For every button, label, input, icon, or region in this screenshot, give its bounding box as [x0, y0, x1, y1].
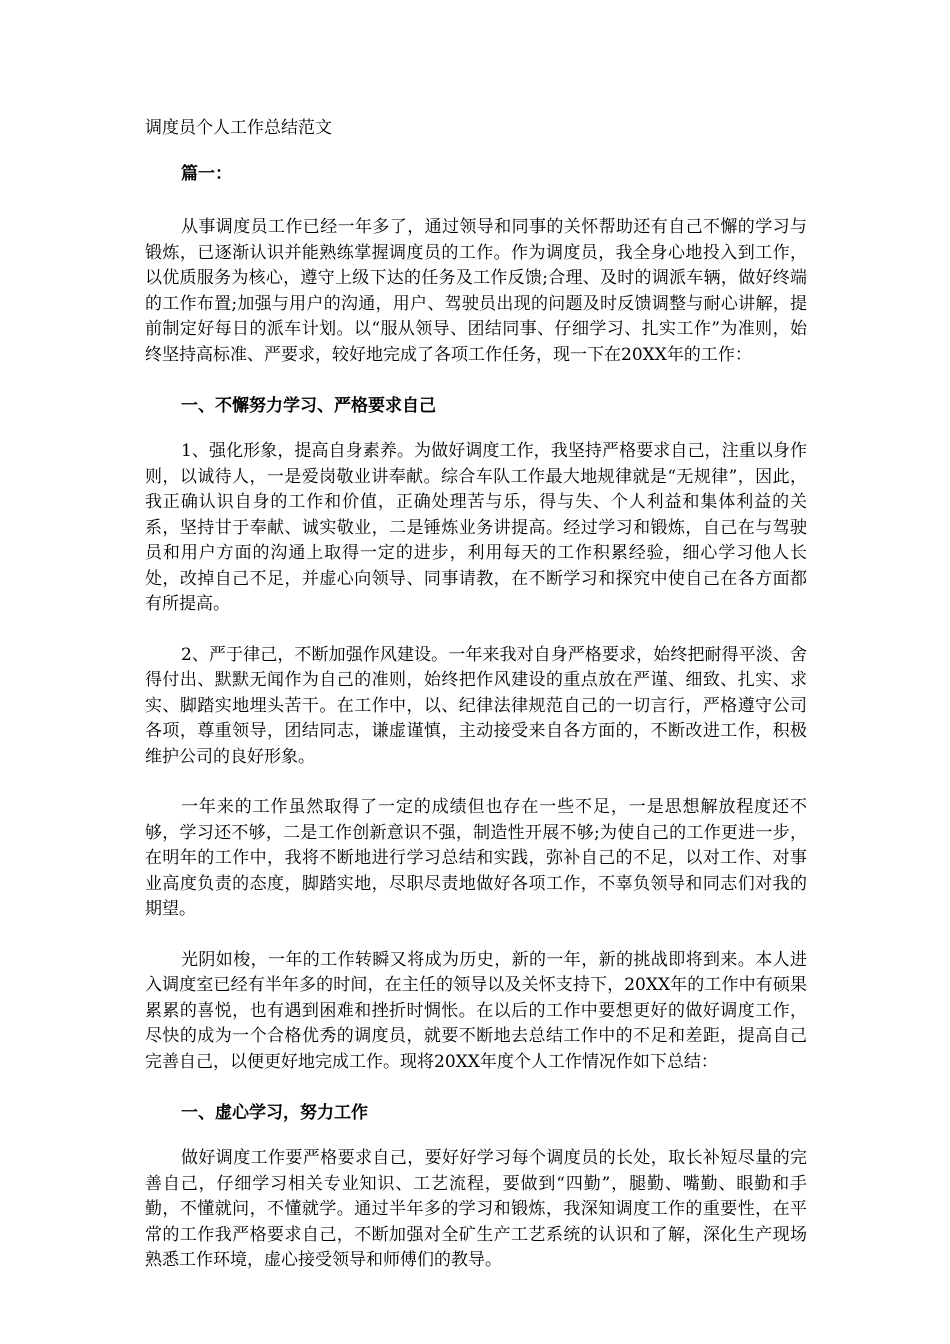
intro-paragraph: 从事调度员工作已经一年多了，通过领导和同事的关怀帮助还有自己不懈的学习与锻炼，已逐渐认识并能熟练掌握调度员的工作。作为调度员，我全身心地投入到工作，以优质服务为核心，遵守上级下达的任务及工作反馈;合理、及时的调派车辆，做好终端的工作布置;加强与用户的沟通，用户、驾驶员出现的问题及时反馈调整与耐心讲解，提前制定好每日的派车计划。以“服从领导、团结同事、仔细学习、扎实工作”为准则，始终坚持高标准、严要求，较好地完成了各项工作任务，现一下在20XX年的工作： [145, 217, 807, 365]
paragraph-5: 做好调度工作要严格要求自己，要好好学习每个调度员的长处，取长补短尽量的完善自己，仔细学习相关专业知识、工艺流程，要做到“四勤”，腿勤、嘴勤、眼勤和手勤，不懂就问，不懂就学。通过半年多的学习和锻炼，我深知调度工作的重要性，在平常的工作我严格要求自己，不断加强对全矿生产工艺系统的认识和了解，深化生产现场熟悉工作环境，虚心接受领导和师傅们的教导。 [145, 1148, 807, 1270]
heading-1: 一、不懈努力学习、严格要求自己 [181, 396, 436, 416]
paragraph-1: 1、强化形象，提高自身素养。为做好调度工作，我坚持严格要求自己，注重以身作则，以诚待人，一是爱岗敬业讲奉献。综合车队工作最大地规律就是“无规律”，因此，我正确认识自身的工作和价值，正确处理苦与乐，得与失、个人利益和集体利益的关系，坚持甘于奉献、诚实敬业，二是锤炼业务讲提高。经过学习和锻炼，自己在与驾驶员和用户方面的沟通上取得一定的进步，利用每天的工作积累经验，细心学习他人长处，改掉自己不足，并虚心向领导、同事请教，在不断学习和探究中使自己在各方面都有所提高。 [145, 441, 807, 614]
heading-2: 一、虚心学习，努力工作 [181, 1103, 368, 1123]
section-label: 篇一： [181, 164, 232, 184]
paragraph-4: 光阴如梭，一年的工作转瞬又将成为历史，新的一年，新的挑战即将到来。本人进入调度室已经有半年多的时间，在主任的领导以及关怀支持下，20XX年的工作中有硕果累累的喜悦，也有遇到困难和挫折时惆怅。在以后的工作中要想更好的做好调度工作，尽快的成为一个合格优秀的调度员，就要不断地去总结工作中的不足和差距，提高自己完善自己，以便更好地完成工作。现将20XX年度个人工作情况作如下总结： [145, 949, 807, 1072]
paragraph-3: 一年来的工作虽然取得了一定的成绩但也存在一些不足，一是思想解放程度还不够，学习还不够，二是工作创新意识不强，制造性开展不够;为使自己的工作更进一步，在明年的工作中，我将不断地进行学习总结和实践，弥补自己的不足，以对工作、对事业高度负责的态度，脚踏实地，尽职尽责地做好各项工作，不辜负领导和同志们对我的期望。 [145, 797, 807, 919]
document-page [145, 115, 807, 1299]
paragraph-2: 2、严于律己，不断加强作风建设。一年来我对自身严格要求，始终把耐得平淡、舍得付出、默默无闻作为自己的准则，始终把作风建设的重点放在严谨、细致、扎实、求实、脚踏实地埋头苦干。在工作中，以、纪律法律规范自己的一切言行，严格遵守公司各项，尊重领导，团结同志，谦虚谨慎，主动接受来自各方面的，不断改进工作，积极维护公司的良好形象。 [145, 644, 807, 767]
document-title: 调度员个人工作总结范文 [145, 118, 332, 138]
